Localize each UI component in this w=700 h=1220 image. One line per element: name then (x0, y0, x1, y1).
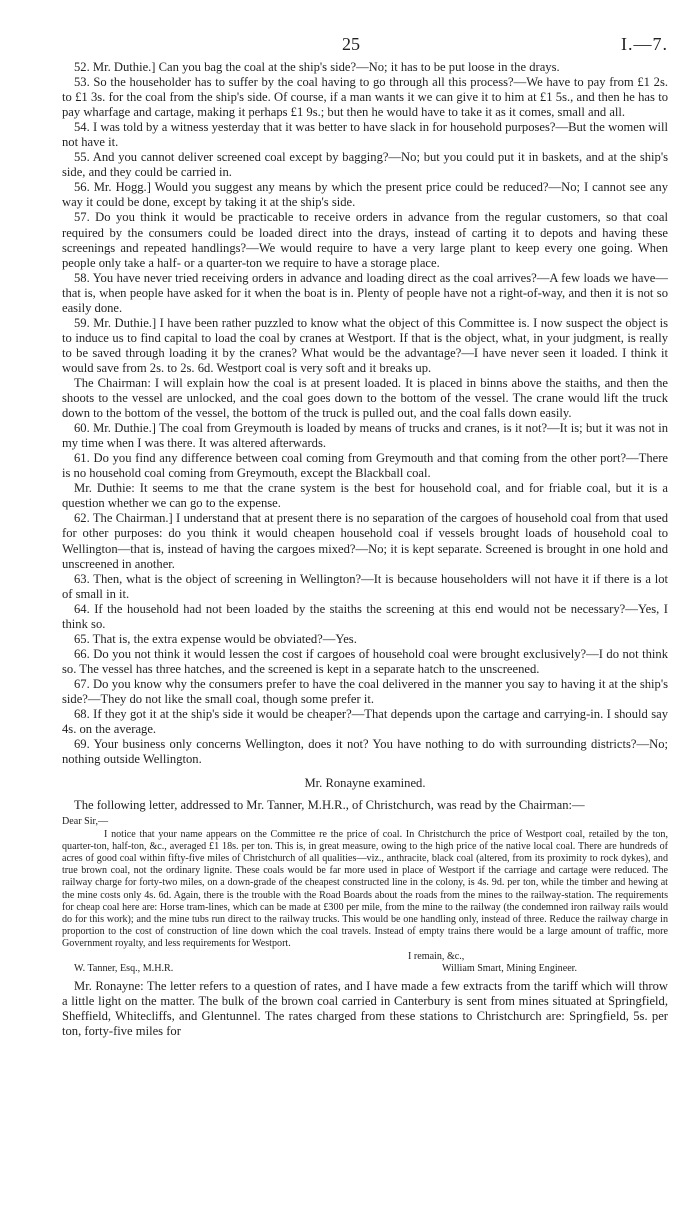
paragraph: 53. So the householder has to suffer by the coal having to go through all this process?—We have to pay from £1 2s. to £1 3s. for the coal from the ship's side. Of course, if a man wants it we can give it to him at £1 5s., and then he has to pay wharfage and cartage, making it perhaps £1 9s.; but then he would have to take it as it comes, small and all. (62, 75, 668, 120)
letter-salutation: Dear Sir,— (62, 816, 109, 828)
letter-signature-line (62, 963, 668, 976)
letter-intro: The following letter, addressed to Mr. Tanner, M.H.R., of Christchurch, was read by the Chairman:— (74, 798, 585, 813)
page-number: 25 (342, 34, 360, 54)
paragraph: 58. You have never tried receiving orders in advance and loading direct as the coal arrives?—A few loads we have—that is, when people have asked for it when the boat is in. Plenty of people have not a right-of-way, and then it is not so easily done. (62, 270, 668, 315)
paragraph: 59. Mr. Duthie.] I have been rather puzzled to know what the object of this Committee is. I now suspect the object is to induce us to find capital to load the coal by cranes at Westport. If that is the object, what, in your judgment, is really to be saved through loading it by the cranes? What would be the advantage?—I have never seen it loaded. I think it would save from 2s. to 2s. 6d. Westport coal is very soft and it breaks up. (62, 315, 668, 375)
letter-signature: William Smart, Mining Engineer. (442, 962, 577, 974)
paragraph: 63. Then, what is the object of screening in Wellington?—It is because householders will not have it if there is a lot of small in it. (62, 571, 668, 601)
paragraph: 65. That is, the extra expense would be obviated?—Yes. (74, 631, 357, 646)
paragraph: 62. The Chairman.] I understand that at present there is no separation of the cargoes of household coal from that used for other purposes: do you think it would cheapen household coal if vessels brought loads of household coal to Wellington—that is, instead of having the cargoes mixed?—No; it is kept separate. Screened is brought in one hold and unscreened in another. (62, 511, 668, 571)
paragraph: 54. I was told by a witness yesterday that it was better to have slack in for household purposes?—But the women will not have it. (62, 120, 668, 150)
letter-body: I notice that your name appears on the Committee re the price of coal. In Christchurch the price of Westport coal, retailed by the ton, quarter-ton, half-ton, &c., averaged £1 18s. per ton. This is, in great measure, owing to the high price of the native local coal. There are hundreds of acres of good coal within fifty-five miles of Christchurch of all qualities—viz., anthracite, black coal (altered, from its proximity to rock dykes), and true brown coal, not the ordinary lignite. These coals would be far more used in place of Westport if the carriage and cartage were reduced. The railway charge for forty-two miles, on a down-grade of the cheapest constructed line in the colony, is 4s. 9d. per ton, while the timber and hewing at the mine costs only 4s. 6d. Again, there is the trouble with the Road Boards about the roads from the mines to the railway-station. The requirements for cheap coal here are: Horse tram-lines, which can be made at £300 per mile, from the mine to the railway (the condemned iron railway rails would do for this work); and the mine tubs run direct to the railway trucks. This would be one handling only, instead of three. Reduce the railway charge in proportion to the cost of construction of line down which the coal travels. Instead of empty trains there would be a large amount of traffic, more Government royalty, and less requirements for Westport. (62, 828, 668, 950)
section-heading: Mr. Ronayne examined. (304, 776, 426, 791)
paragraph: 56. Mr. Hogg.] Would you suggest any means by which the present price could be reduced?—No; I cannot see any way it could be done, except by taking it at the ship's side. (62, 180, 668, 210)
evidence-paragraphs (62, 60, 668, 767)
paragraph: 57. Do you think it would be practicable to receive orders in advance from the regular customers, so that coal required by the consumers could be loaded direct into the drays, instead of carting it to depots and having these screenings and repeated handlings?—We would require to have a very large plant to keep every one going. When people only take a half- or a quarter-ton we require to have a storage place. (62, 210, 668, 270)
letter (62, 816, 668, 975)
paragraph: 64. If the household had not been loaded by the staiths the screening at this end would not be necessary?—Yes, I think so. (62, 601, 668, 631)
document-reference: I.—7. (621, 34, 668, 54)
page-header (62, 30, 668, 60)
paragraph: Mr. Duthie: It seems to me that the crane system is the best for household coal, and for friable coal, but it is a question whether we can go to the expense. (62, 481, 668, 511)
paragraph: 61. Do you find any difference between coal coming from Greymouth and that coming from the other port?—There is no household coal coming from Greymouth, except the Blackball coal. (62, 451, 668, 481)
paragraph: Mr. Ronayne: The letter refers to a question of rates, and I have made a few extracts from the tariff which will throw a little light on the matter. The bulk of the brown coal carried in Canterbury is sent from mines situated at Springfield, Sheffield, Whitecliffs, and Glentunnel. The rates charged from these stations to Christchurch are: Springfield, 5s. per ton, forty-five miles for (62, 978, 668, 1038)
paragraph: 55. And you cannot deliver screened coal except by bagging?—No; but you could put it in baskets, and at the ship's side, and they could be carried in. (62, 150, 668, 180)
paragraph: 60. Mr. Duthie.] The coal from Greymouth is loaded by means of trucks and cranes, is it not?—It is; but it was not in my time when I was there. It was altered afterwards. (62, 421, 668, 451)
letter-closing: I remain, &c., (408, 950, 465, 962)
paragraph: 52. Mr. Duthie.] Can you bag the coal at the ship's side?—No; it has to be put loose in the drays. (74, 60, 560, 74)
paragraph: 66. Do you not think it would lessen the cost if cargoes of household coal were brought exclusively?—I do not think so. The vessel has three hatches, and the screened is kept in a separate hatch to the unscreened. (62, 646, 668, 676)
paragraph: 67. Do you know why the consumers prefer to have the coal delivered in the manner you say to having it at the ship's side?—They do not like the small coal, though some prefer it. (62, 676, 668, 706)
letter-addressee: W. Tanner, Esq., M.H.R. (74, 962, 174, 974)
document-page (62, 30, 668, 1039)
paragraph: 68. If they got it at the ship's side it would be cheaper?—That depends upon the cartage and carrying-in. I should say 4s. on the average. (62, 707, 668, 737)
paragraph: The Chairman: I will explain how the coal is at present loaded. It is placed in binns above the staiths, and then the shoots to the vessel are unlocked, and the coal goes down to the bottom of the vessel. The crane would lift the truck down to the bottom of the vessel, the bottom of the truck is pulled out, and the coal falls down easily. (62, 375, 668, 421)
paragraph: 69. Your business only concerns Wellington, does it not? You have nothing to do with surrounding districts?—No; nothing outside Wellington. (62, 737, 668, 767)
